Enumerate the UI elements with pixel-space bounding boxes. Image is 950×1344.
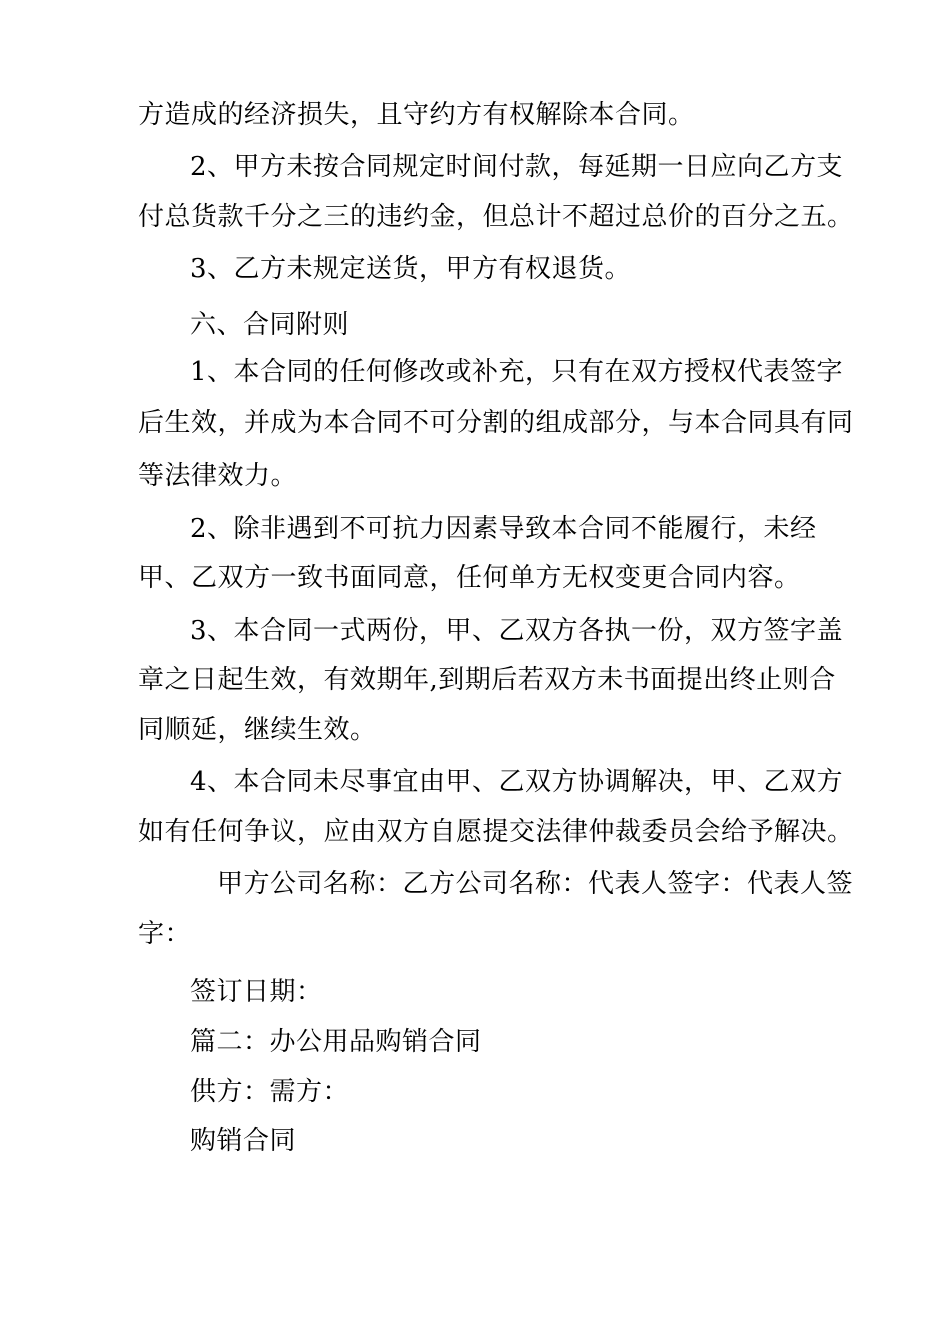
- signature-line: 甲方公司名称：乙方公司名称：代表人签字：代表人签: [217, 869, 854, 899]
- text-line: 如有任何争议，应由双方自愿提交法律仲裁委员会给予解决。: [138, 817, 854, 847]
- text-line: 3、本合同一式两份，甲、乙双方各执一份，双方签字盖: [190, 616, 844, 646]
- text-line: 付总货款千分之三的违约金，但总计不超过总价的百分之五。: [138, 202, 854, 232]
- section-heading: 六、合同附则: [190, 310, 350, 340]
- signing-date-label: 签订日期：: [190, 977, 323, 1007]
- text-line: 2、除非遇到不可抗力因素导致本合同不能履行，未经: [190, 514, 817, 544]
- text-line: 3、乙方未规定送货，甲方有权退货。: [190, 254, 632, 284]
- text-line: 章之日起生效，有效期年,到期后若双方未书面提出终止则合: [138, 665, 836, 695]
- section-title: 篇二：办公用品购销合同: [190, 1027, 482, 1057]
- text-line: 后生效，并成为本合同不可分割的组成部分，与本合同具有同: [138, 408, 854, 438]
- text-line: 同顺延，继续生效。: [138, 715, 377, 745]
- contract-title: 购销合同: [190, 1126, 297, 1156]
- text-line: 4、本合同未尽事宜由甲、乙双方协调解决，甲、乙双方: [190, 767, 844, 797]
- parties-line: 供方：需方：: [190, 1077, 350, 1107]
- text-line: 字：: [138, 919, 192, 949]
- text-line: 2、甲方未按合同规定时间付款，每延期一日应向乙方支: [190, 152, 844, 182]
- text-line: 甲、乙双方一致书面同意，任何单方无权变更合同内容。: [138, 563, 801, 593]
- text-line: 1、本合同的任何修改或补充，只有在双方授权代表签字: [190, 357, 844, 387]
- text-line: 等法律效力。: [138, 461, 298, 491]
- text-line: 方造成的经济损失，且守约方有权解除本合同。: [138, 100, 695, 130]
